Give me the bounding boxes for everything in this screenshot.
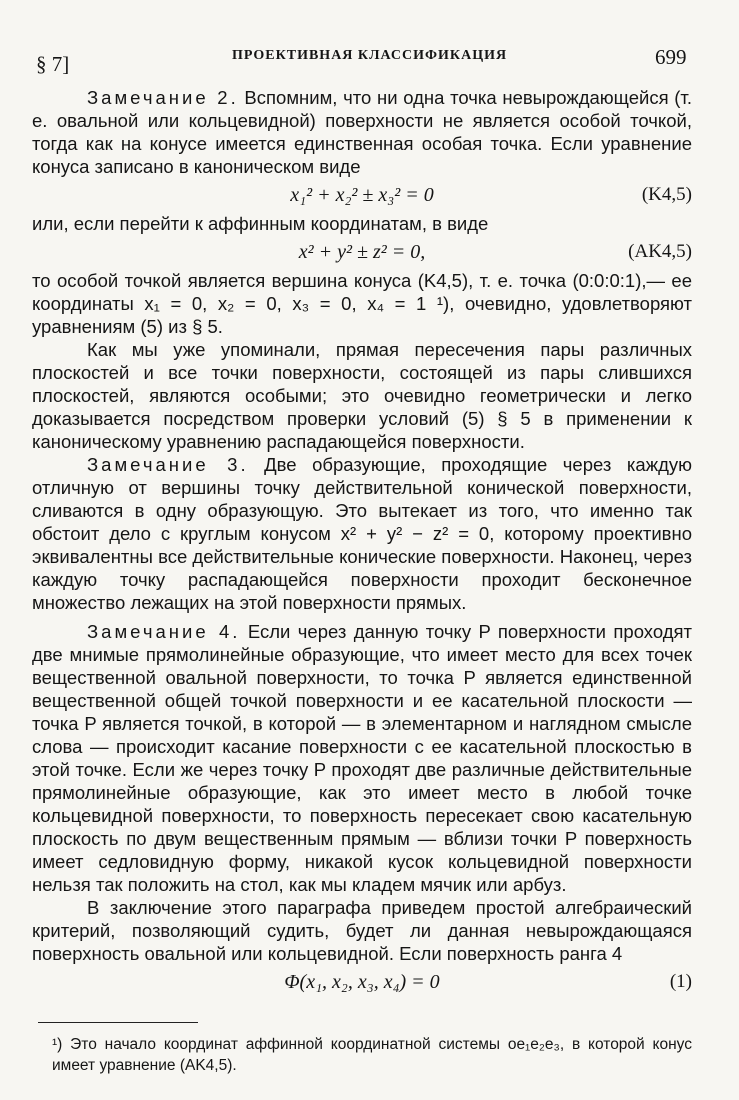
remark-4-text: Если через данную точку P поверхности проходят две мнимые прямолинейные образующие, что имеет место для всех точек вещественной овальной поверхности, то точка P является единственной вещественной общей точкой поверхности и ее касательной плоскости — точка P является точкой, в которой — в элементарном и наглядном смысле слова — происходит касание поверхности с ее касательной плоскостью в этой точке. Если же через точку P проходят две различные действительные прямолинейные образующие, как это имеет место в любой точке кольцевидной поверхности, то поверхность пересекает свою касательную плоскость по двум вещественным прямым — вблизи точки P поверхность имеет седловидную форму, никакой кусок кольцевидной поверхности нельзя так положить на стол, как мы кладем мячик или арбуз. [32,621,693,895]
equation-k45-formula: x₁² + x₂² ± x₃² = 0 [290,184,434,206]
equation-ak45 [32,235,692,269]
page-number: 699 [655,45,687,69]
remark-2-lead: Замечание 2. [87,87,239,108]
equation-ak45-formula: x² + y² ± z² = 0, [298,241,426,263]
equation-1-formula: Φ(x₁, x₂, x₃, x₄) = 0 [284,971,440,993]
remark-4-lead: Замечание 4. [87,621,241,642]
remark-2 [32,86,692,178]
footnote: ¹) Это начало координат аффинной координатной системы oe₁e₂e₃, в которой конус имеет уравнение (AK4,5). [52,1036,692,1074]
mentioned-paragraph: Как мы уже упоминали, прямая пересечения пары различных плоскостей и все точки поверхности, состоящей из пары слившихся плоскостей, являются особыми; это очевидно геометрически и легко доказывается посредством проверки условий (5) § 5 в применении к каноническому уравнению распадающейся поверхности. [32,339,692,452]
remark-2-text: Вспомним, что ни одна точка невырождающейся (т. е. овальной или кольцевидной) поверхности не является особой точкой, тогда как на конусе имеется единственная особая точка. Если уравнение конуса записано в каноническом виде [32,87,692,177]
equation-k45 [32,178,692,212]
remark-3-lead: Замечание 3. [87,454,249,475]
equation-1 [32,965,692,999]
equation-k45-tag: (K4,5) [641,184,692,205]
main-text [32,86,692,999]
remark-4 [32,620,692,896]
footnote-rule [38,1022,198,1023]
conclusion-paragraph: В заключение этого параграфа приведем простой алгебраический критерий, позволяющий судить, будет ли данная невырождающаяся поверхность овальной или кольцевидной. Если поверхность ранга 4 [32,897,692,964]
singular-point-paragraph: то особой точкой является вершина конуса (K4,5), т. е. точка (0:0:0:1),— ее координаты x₁ = 0, x₂ = 0, x₃ = 0, x₄ = 1 ¹), очевидно, удовлетворяют уравнениям (5) из § 5. [32,270,692,337]
remark-3-text: Две образующие, проходящие через каждую отличную от вершины точку действительной конической поверхности, сливаются в одну образующую. Это вытекает из того, что именно так обстоит дело с круглым конусом x² + y² − z² = 0, которому проективно эквивалентны все действительные конические поверхности. Наконец, через каждую точку распадающейся поверхности проходит бесконечное множество лежащих на этой поверхности прямых. [32,454,692,613]
affine-intro: или, если перейти к аффинным координатам, в виде [32,213,489,234]
running-header [0,0,739,90]
running-title: ПРОЕКТИВНАЯ КЛАССИФИКАЦИЯ [232,48,508,63]
section-reference: § 7] [36,52,70,76]
equation-ak45-tag: (AK4,5) [628,241,692,262]
remark-3 [32,453,692,614]
equation-1-tag: (1) [669,971,692,992]
